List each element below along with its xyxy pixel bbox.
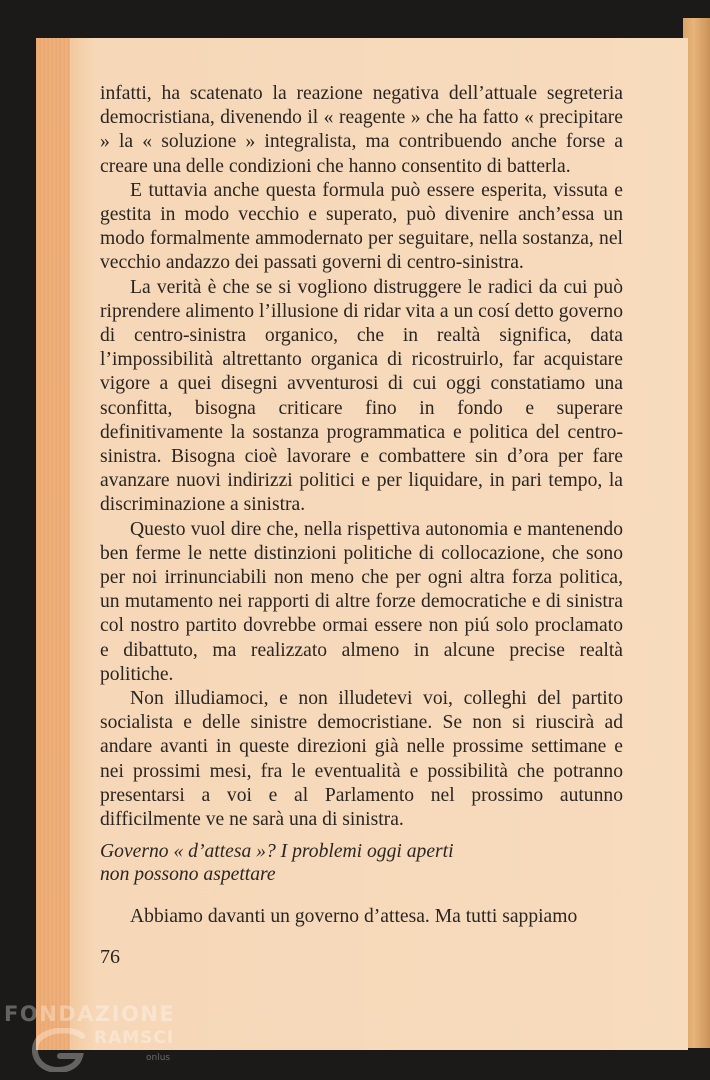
- page-number: 76: [100, 946, 120, 968]
- section-heading-line-1: Governo « d’attesa »? I problemi oggi aperti: [100, 841, 454, 862]
- page-stack-edge: [36, 38, 70, 1050]
- paragraph-5: Non illudiamoci, e non illudetevi voi, colleghi del partito socialista e delle sinistre democristiane. Se non si riuscirà ad andare avanti in queste direzioni già nelle prossime settimane e nei prossimi mesi, fra le eventualità e possibilità che potranno presentarsi a voi e al Parlamento nel prossimo autunno difficilmente ve ne sarà una di sinistra.: [100, 688, 623, 831]
- section-first-line: Abbiamo davanti un governo d’attesa. Ma tutti sappiamo: [130, 906, 578, 927]
- watermark-line-2: RAMSCI: [94, 1028, 175, 1048]
- watermark-line-1: FONDAZIONE: [4, 1002, 176, 1026]
- archive-watermark: [4, 1002, 194, 1072]
- paragraph-1: infatti, ha scatenato la reazione negativa dell’attuale segreteria democristiana, divenendo il « reagente » che ha fatto « precipitare » la « soluzione » integralista, ma contribuendo anche forse a creare una delle condizioni che hanno consentito di batterla.: [100, 83, 623, 177]
- watermark-suffix: onlus: [146, 1053, 171, 1063]
- paragraph-3: La verità è che se si vogliono distruggere le radici da cui può riprendere alimento l’illusione di ridar vita a un cosí detto governo di centro-sinistra organico, che in realtà significa, data l’impossibilità altrettanto organica di ricostruirlo, far acquistare vigore a quei disegni avventurosi di cui oggi constatiamo una sconfitta, bisogna criticare fino in fondo e superare definitivamente la sostanza programmatica e politica del centro-sinistra. Bisogna cioè lavorare e combattere sin d’ora per fare avanzare nuovi indirizzi politici e per liquidare, in pari tempo, la discriminazione a sinistra.: [100, 276, 623, 516]
- watermark-logo-icon: [30, 1028, 88, 1072]
- section-heading: [100, 840, 623, 886]
- paragraph-2: E tuttavia anche questa formula può essere esperita, vissuta e gestita in modo vecchio e superato, può divenire anch’essa un modo formalmente ammodernato per seguitare, nella sostanza, nel vecchio andazzo dei passati governi di centro-sinistra.: [100, 179, 623, 274]
- paragraph-4: Questo vuol dire che, nella rispettiva autonomia e mantenendo ben ferme le nette distinzioni politiche di collocazione, che sono per noi irrinunciabili non meno che per ogni altra forza politica, un mutamento nei rapporti di altre forze democratiche e di sinistra col nostro partito dovrebbe ormai essere non piú solo proclamato e dibattuto, ma realizzato almeno in alcune precise realtà politiche.: [100, 518, 623, 685]
- section-heading-line-2: non possono aspettare: [100, 864, 276, 885]
- body-text: [100, 82, 623, 832]
